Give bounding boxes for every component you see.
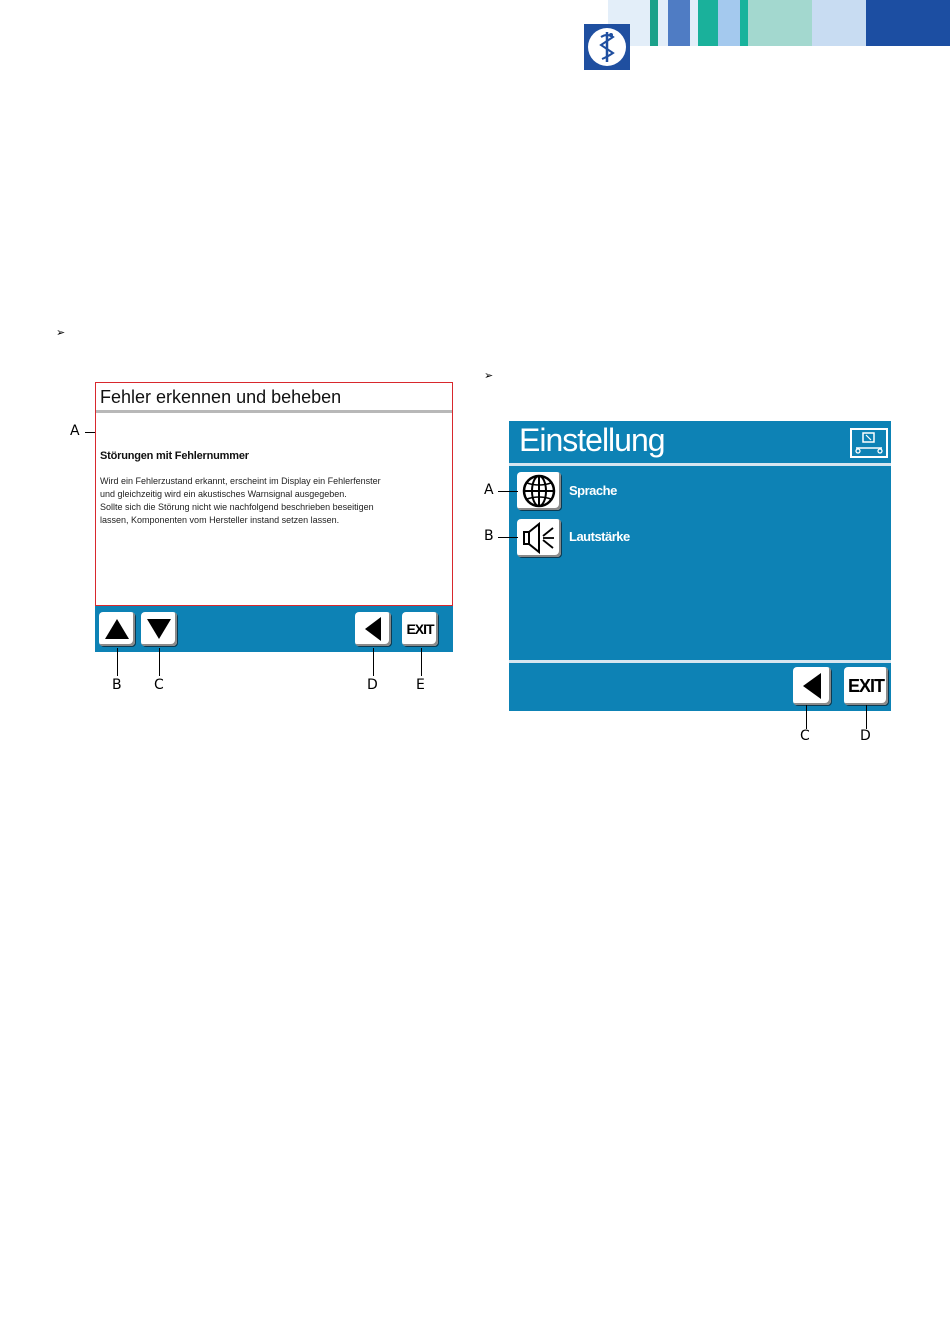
language-button[interactable] <box>517 472 561 510</box>
volume-button[interactable] <box>517 519 561 557</box>
callout-label: B <box>112 677 122 693</box>
callout-leader <box>117 648 118 676</box>
callout-leader <box>159 648 160 676</box>
help-text <box>100 475 452 527</box>
triangle-left-icon <box>361 615 385 643</box>
help-text-line: Sollte sich die Störung nicht wie nachfolgend beschrieben beseitigen <box>100 502 374 512</box>
title-divider <box>509 463 891 466</box>
callout-leader <box>806 705 807 729</box>
section-heading: Störungen mit Fehlernummer <box>100 450 249 462</box>
back-button[interactable] <box>355 612 391 646</box>
speaker-icon <box>521 521 557 555</box>
exit-button[interactable] <box>402 612 438 646</box>
device-settings-icon[interactable] <box>850 428 888 458</box>
setting-label-language: Sprache <box>569 483 617 498</box>
callout-leader <box>85 432 95 433</box>
back-button[interactable] <box>793 667 831 705</box>
page-title: Fehler erkennen und beheben <box>100 387 342 407</box>
callout-label: A <box>484 482 494 498</box>
page-title: Einstellung <box>519 422 665 458</box>
exit-button-label: EXIT <box>406 621 434 637</box>
bottom-divider <box>509 660 891 663</box>
settings-screen <box>509 421 891 711</box>
error-content-panel <box>95 382 453 606</box>
triangle-down-icon <box>145 617 173 641</box>
help-text-line: und gleichzeitig wird ein akustisches Warnsignal ausgegeben. <box>100 489 347 499</box>
callout-leader <box>373 648 374 676</box>
error-screen <box>95 382 453 652</box>
callout-leader <box>866 705 867 729</box>
triangle-up-icon <box>103 617 131 641</box>
setting-label-volume: Lautstärke <box>569 529 630 544</box>
callout-label: D <box>367 677 378 693</box>
callout-label: A <box>70 423 80 439</box>
callout-label: C <box>800 728 810 744</box>
exit-button[interactable] <box>844 667 888 705</box>
help-text-line: Wird ein Fehlerzustand erkannt, erscheint im Display ein Fehlerfenster <box>100 476 381 486</box>
scroll-down-button[interactable] <box>141 612 177 646</box>
scroll-up-button[interactable] <box>99 612 135 646</box>
title-divider <box>96 410 452 413</box>
callout-leader <box>421 648 422 676</box>
caduceus-staff-icon <box>584 24 630 70</box>
help-text-line: lassen, Komponenten vom Hersteller instand setzen lassen. <box>100 515 340 525</box>
callout-label: C <box>154 677 164 693</box>
bullet-arrow-icon: ➢ <box>484 369 494 382</box>
exit-button-label: EXIT <box>847 675 884 696</box>
callout-label: E <box>416 677 425 693</box>
callout-label: B <box>484 528 494 544</box>
callout-leader <box>498 491 518 492</box>
button-bar <box>95 606 453 652</box>
callout-leader <box>498 537 518 538</box>
triangle-left-icon <box>799 671 825 701</box>
globe-icon <box>521 474 557 508</box>
bullet-arrow-icon: ➢ <box>56 326 66 339</box>
callout-label: D <box>860 728 871 744</box>
